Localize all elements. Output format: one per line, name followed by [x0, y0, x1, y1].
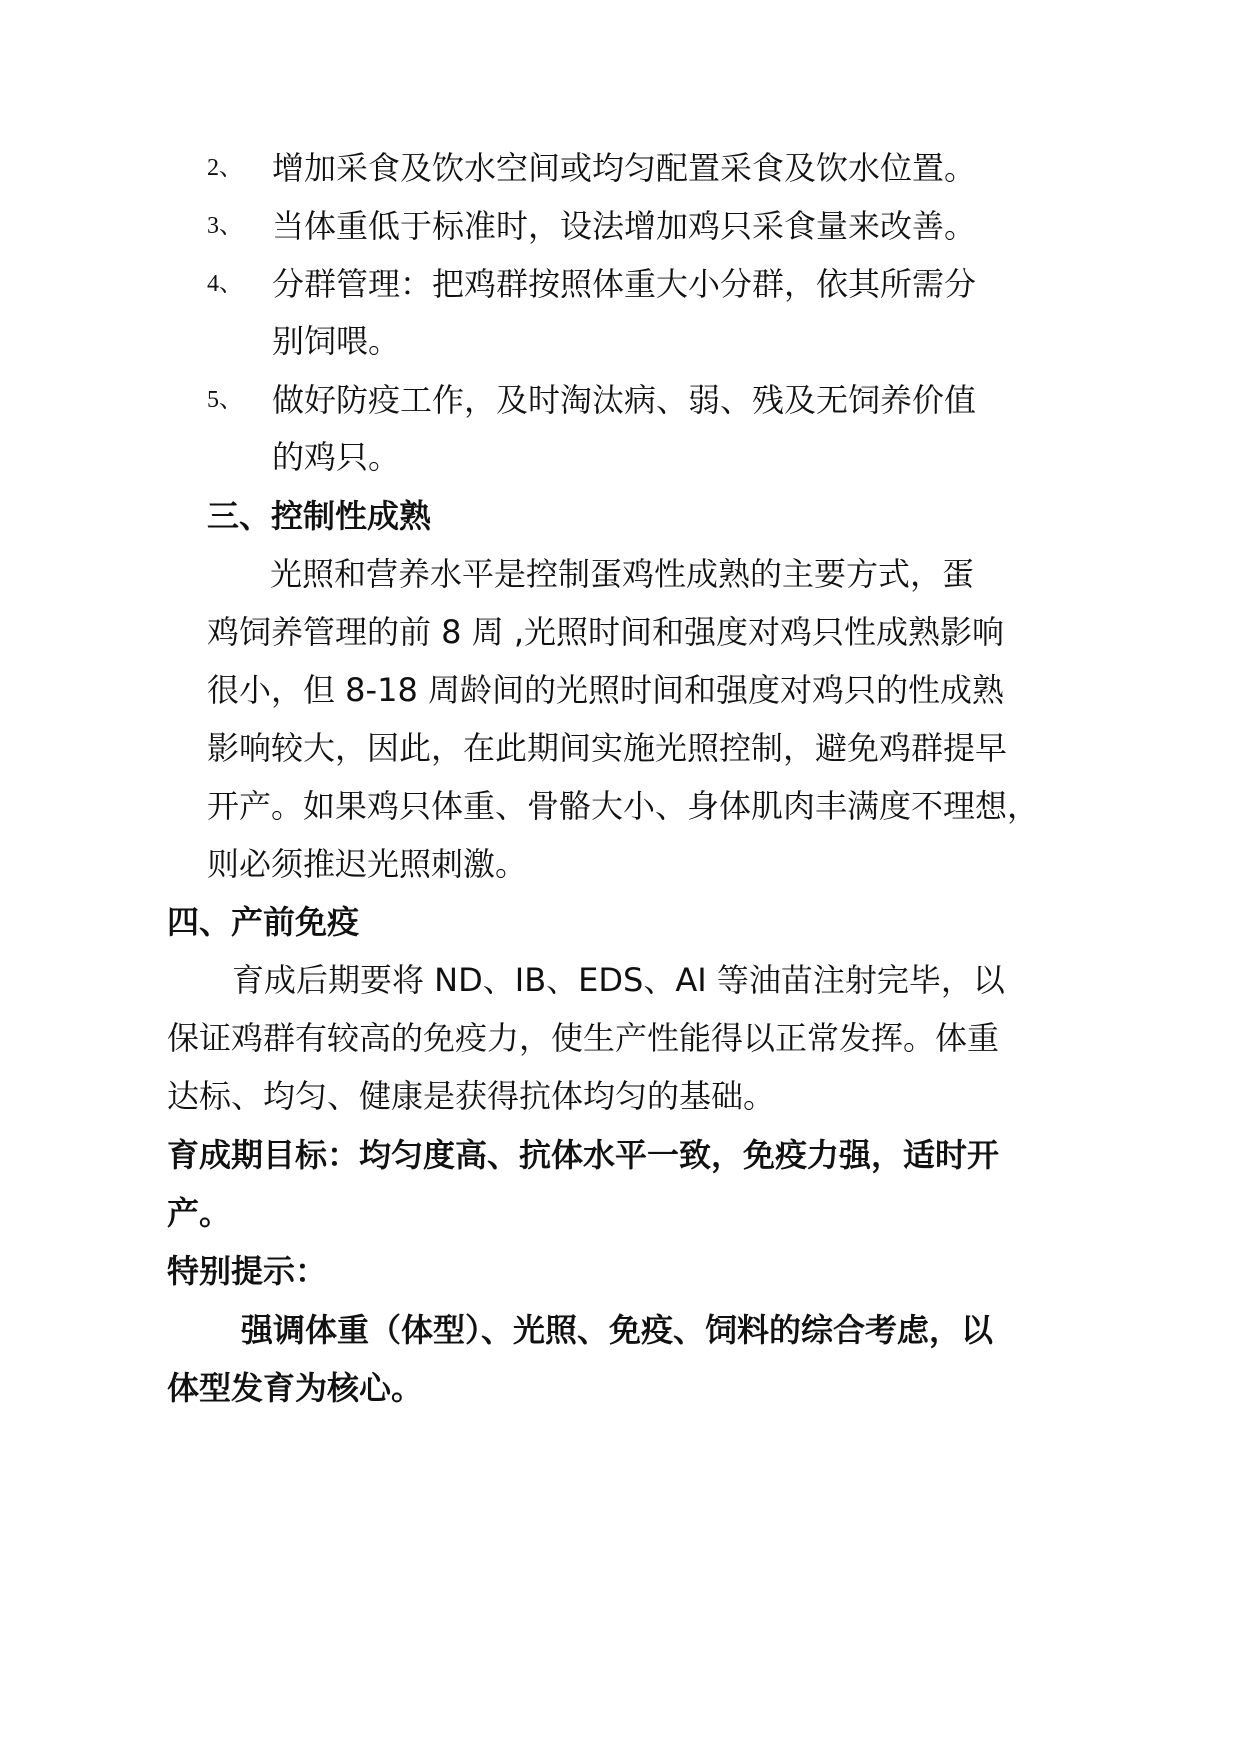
- tip-text: 强调体重（体型）、光照、免疫、饲料的综合考虑，以: [241, 1311, 994, 1349]
- tip-heading: 特别提示：: [167, 1252, 328, 1290]
- list-text: 当体重低于标准时，设法增加鸡只采食量来改善。: [272, 207, 977, 245]
- list-number: 4、: [207, 271, 243, 297]
- goal-text-continued: 产。: [167, 1194, 232, 1232]
- list-number: 5、: [207, 387, 243, 413]
- list-number: 3、: [207, 213, 243, 239]
- list-number: 2、: [207, 155, 243, 181]
- paragraph-line: 则必须推迟光照刺激。: [207, 845, 528, 883]
- paragraph-line: 开产。如果鸡只体重、骨骼大小、身体肌肉丰满度不理想，: [207, 787, 1040, 825]
- tip-text-continued: 体型发育为核心。: [167, 1369, 424, 1407]
- list-text-continued: 别饲喂。: [272, 322, 401, 360]
- paragraph-line: 达标、均匀、健康是获得抗体均匀的基础。: [167, 1077, 776, 1115]
- list-text-continued: 的鸡只。: [272, 438, 401, 476]
- paragraph-line: 鸡饲养管理的前 8 周 ,光照时间和强度对鸡只性成熟影响: [207, 613, 1005, 651]
- section-heading: 四、产前免疫: [167, 903, 360, 941]
- paragraph-line: 很小，但 8-18 周龄间的光照时间和强度对鸡只的性成熟: [207, 671, 1004, 709]
- goal-text: 育成期目标：均匀度高、抗体水平一致，免疫力强，适时开: [167, 1136, 1000, 1174]
- list-text: 做好防疫工作，及时淘汰病、弱、残及无饲养价值: [272, 381, 977, 419]
- section-heading: 三、控制性成熟: [207, 497, 432, 535]
- list-text: 分群管理：把鸡群按照体重大小分群，依其所需分: [272, 265, 977, 303]
- paragraph-line: 光照和营养水平是控制蛋鸡性成熟的主要方式，蛋: [270, 555, 975, 593]
- list-text: 增加采食及饮水空间或均匀配置采食及饮水位置。: [272, 149, 977, 187]
- paragraph-line: 育成后期要将 ND、IB、EDS、AI 等油苗注射完毕，以: [232, 961, 1005, 999]
- paragraph-line: 影响较大，因此，在此期间实施光照控制，避免鸡群提早: [207, 729, 1008, 767]
- paragraph-line: 保证鸡群有较高的免疫力，使生产性能得以正常发挥。体重: [167, 1019, 1000, 1057]
